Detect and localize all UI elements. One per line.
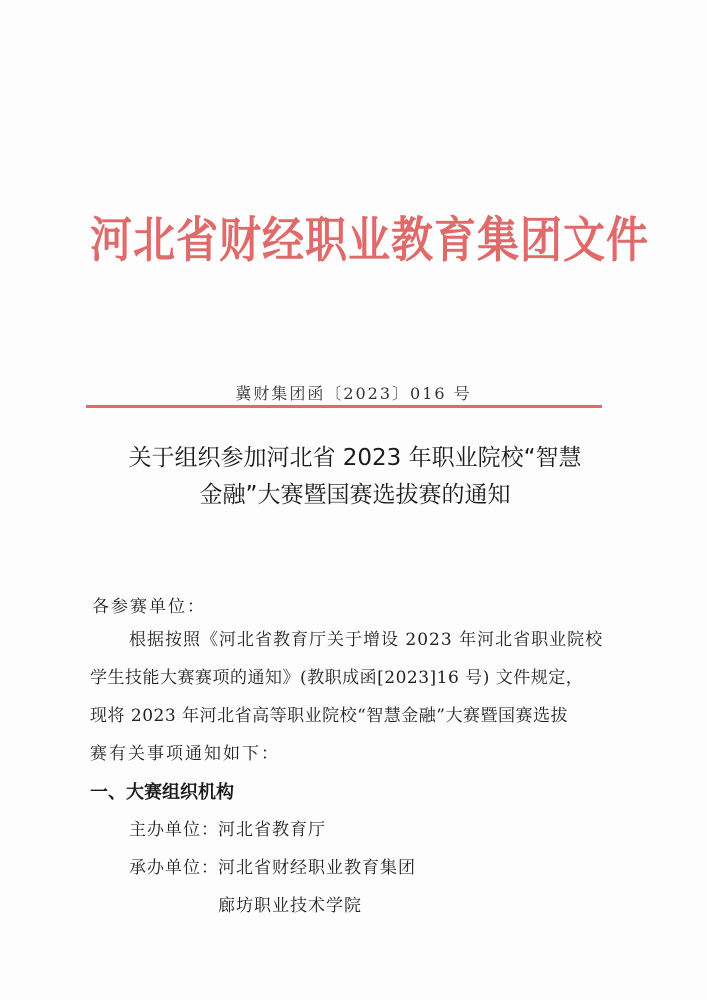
paragraph-line: 赛有关事项通知如下： bbox=[90, 744, 280, 764]
organizer-label: 承办单位： bbox=[129, 858, 219, 878]
host-value: 河北省教育厅 bbox=[218, 820, 326, 840]
notice-title-line-2: 金融”大赛暨国赛选拔赛的通知 bbox=[199, 482, 511, 508]
document-masthead: 河北省财经职业教育集团文件 bbox=[90, 211, 650, 268]
red-divider-rule bbox=[86, 405, 602, 408]
host-label: 主办单位： bbox=[129, 820, 219, 840]
document-number: 冀财集团函〔2023〕016 号 bbox=[235, 384, 472, 403]
paragraph-line: 根据按照《河北省教育厅关于增设 2023 年河北省职业院校 bbox=[129, 630, 604, 650]
notice-title bbox=[75, 440, 635, 514]
salutation: 各参赛单位： bbox=[92, 597, 206, 617]
notice-title-line-1: 关于组织参加河北省 2023 年职业院校“智慧 bbox=[128, 445, 582, 471]
section-heading: 一、大赛组织机构 bbox=[90, 782, 234, 803]
organizer-value: 河北省财经职业教育集团 bbox=[218, 858, 416, 878]
paragraph-line: 学生技能大赛赛项的通知》(教职成函[2023]16 号) 文件规定， bbox=[90, 668, 584, 688]
organizer-value: 廊坊职业技术学院 bbox=[218, 896, 362, 916]
paragraph-line: 现将 2023 年河北省高等职业院校“智慧金融”大赛暨国赛选拔 bbox=[90, 706, 568, 726]
